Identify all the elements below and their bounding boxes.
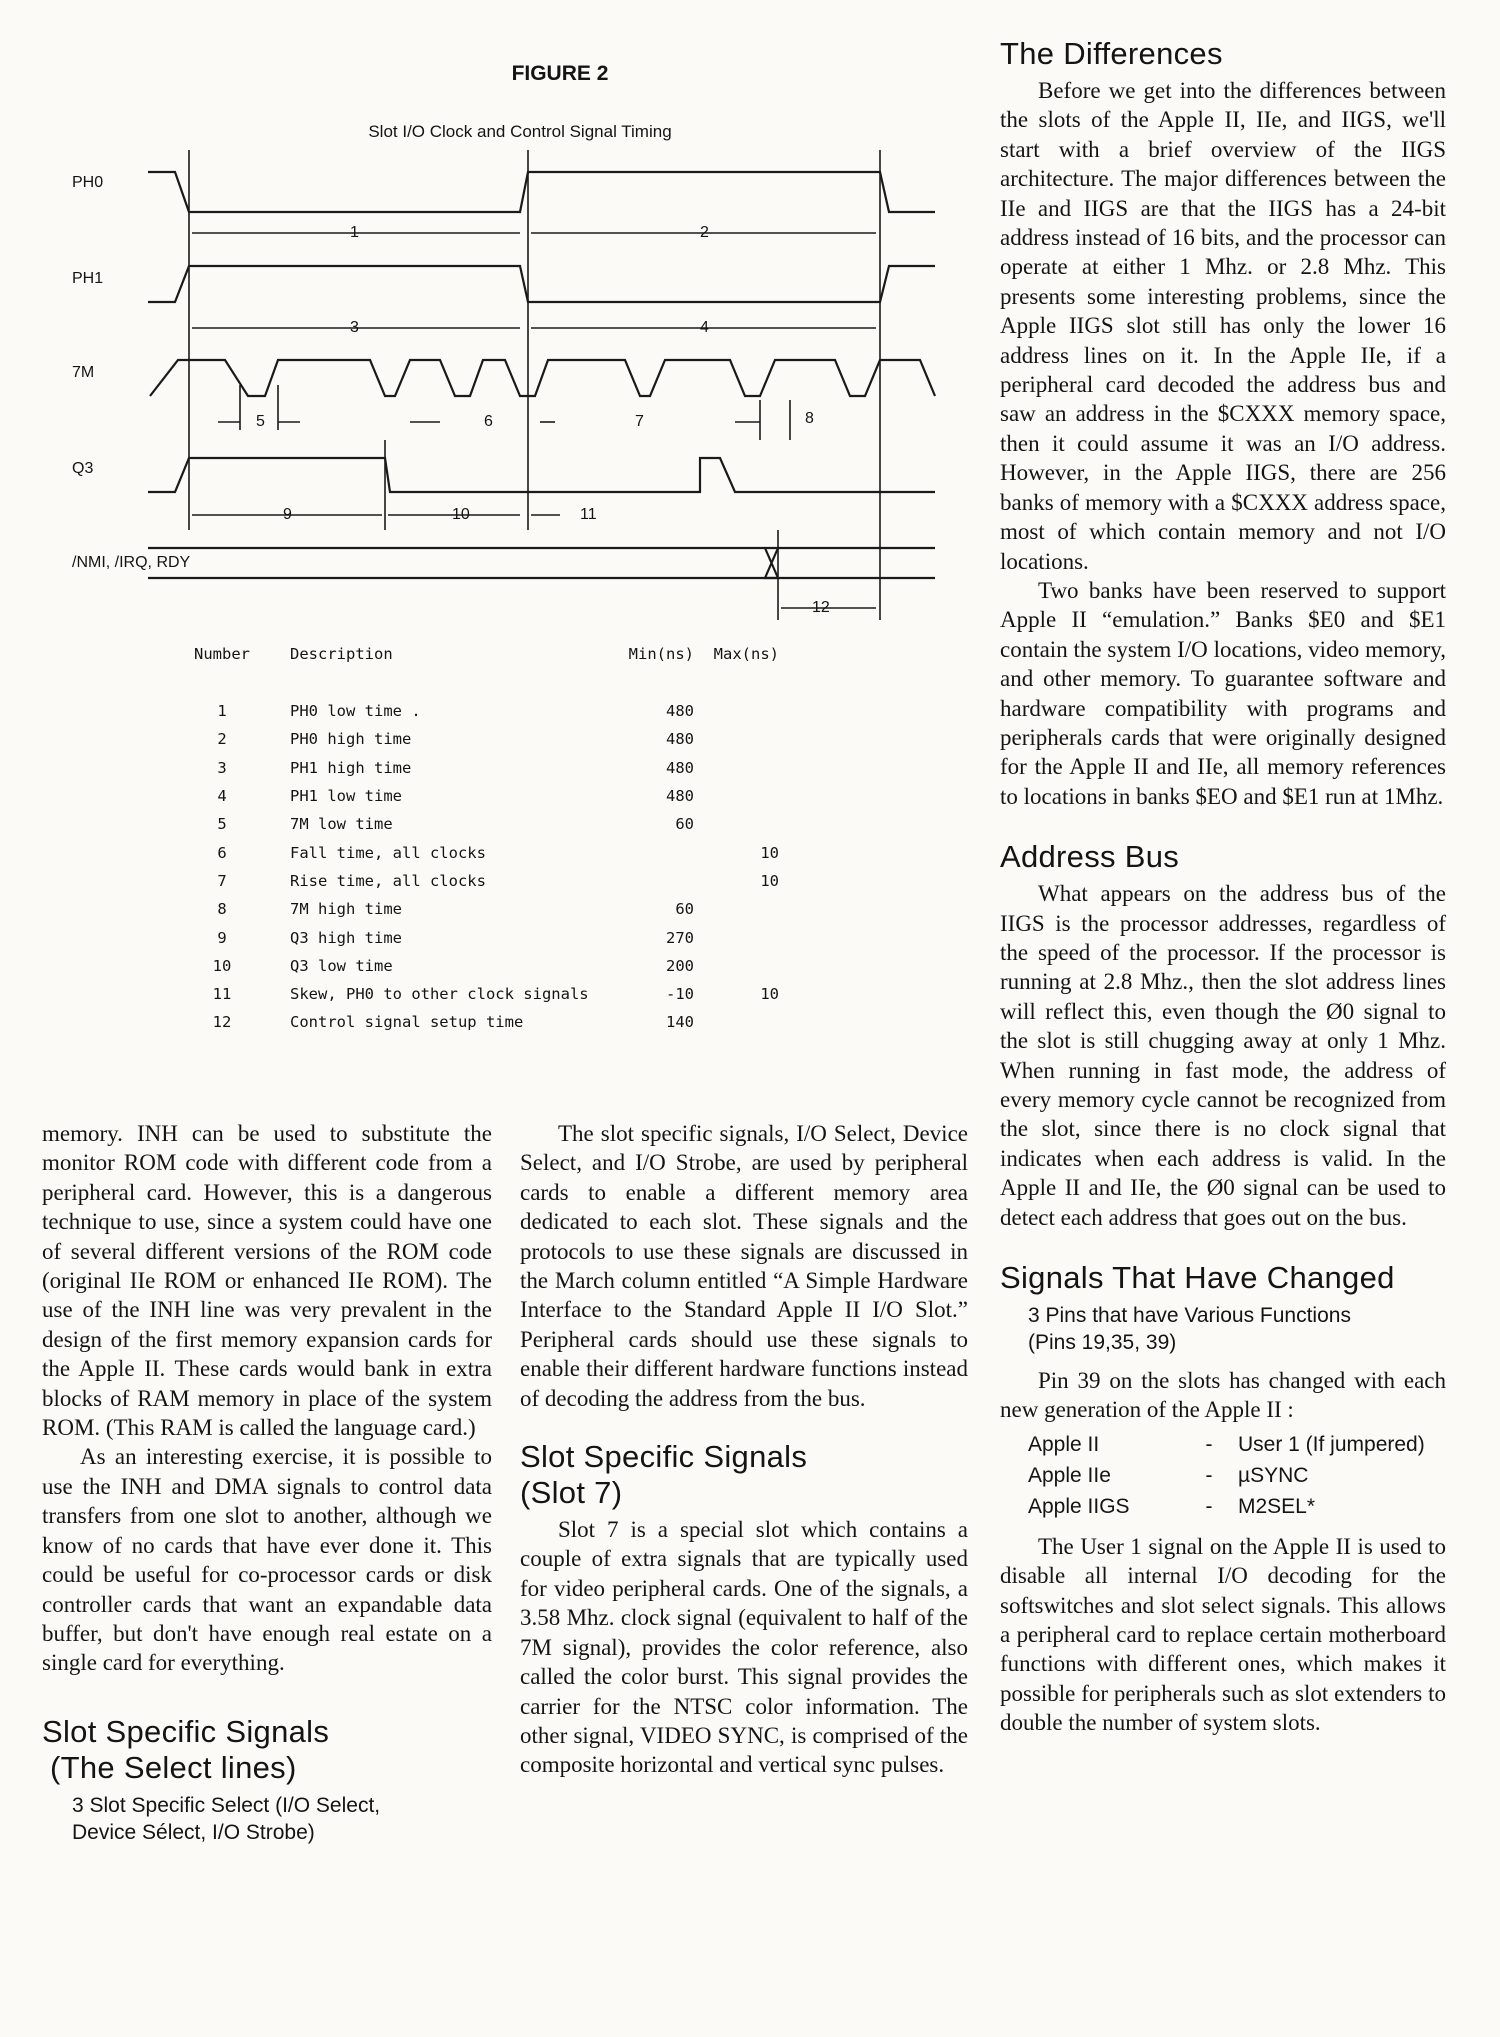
interval-label-7: 7	[635, 413, 644, 430]
left-heading	[42, 1714, 492, 1786]
row-number: 8	[217, 900, 227, 919]
right-paragraph-2: Two banks have been reserved to support Apple II “emulation.” Banks $E0 and $E1 contain the system I/O locations, video memory, and other memory. To guarantee software and hardware compatibility with programs and peripherals cards that were originally designed for the Apple II and IIe, all memory references to locations in banks $EO and $E1 run at 1Mhz.	[1000, 577, 1446, 809]
figure-title: FIGURE 2	[511, 62, 609, 85]
middle-paragraph-2: Slot 7 is a special slot which contains a couple of extra signals that are typically used for video peripheral cards. One of the signals, a 3.58 Mhz. clock signal (equivalent to half of the 7M signal), provides the color reference, also called the color burst. This signal provides the carrier for the NTSC color information. The other signal, VIDEO SYNC, is comprised of the composite horizontal and vertical sync pulses.	[520, 1517, 968, 1778]
row-description: PH0 high time	[290, 730, 412, 749]
row-number: 2	[217, 730, 227, 749]
signal-label-ph0: PH0	[72, 174, 104, 191]
left-column	[42, 1119, 492, 1856]
row-description: Fall time, all clocks	[290, 843, 486, 862]
row-max	[694, 810, 789, 838]
table-header-max: Max(ns)	[713, 645, 779, 663]
table-row	[180, 923, 789, 951]
row-description: Q3 high time	[290, 928, 402, 947]
pin-39-table-body	[1028, 1429, 1425, 1522]
interval-label-9: 9	[283, 506, 292, 523]
signal-label-7m: 7M	[72, 364, 95, 381]
pin-row-separator: -	[1205, 1432, 1213, 1456]
row-description: Rise time, all clocks	[290, 871, 486, 890]
row-max: 10	[760, 871, 779, 890]
right-note	[1000, 1302, 1446, 1356]
timing-table-body	[180, 681, 789, 1037]
ph1-waveform	[148, 266, 935, 302]
table-header-description: Description	[290, 645, 393, 663]
row-min: 60	[675, 900, 694, 919]
middle-column	[520, 1119, 968, 1780]
interval-label-6: 6	[484, 413, 493, 430]
left-note	[42, 1792, 492, 1846]
pin-row-function: User 1 (If jumpered)	[1238, 1432, 1425, 1456]
pin-row	[1028, 1491, 1425, 1522]
row-max: 10	[760, 843, 779, 862]
interval-label-4: 4	[700, 319, 709, 336]
right-note-line-2: (Pins 19,35, 39)	[1028, 1331, 1177, 1355]
row-min: 60	[675, 815, 694, 834]
table-row	[180, 952, 789, 980]
row-min: 480	[666, 730, 694, 749]
interval-label-2: 2	[700, 224, 709, 241]
pin-row-model: Apple IIe	[1028, 1463, 1111, 1487]
row-description: 7M low time	[290, 815, 393, 834]
row-max	[694, 952, 789, 980]
row-description: PH1 high time	[290, 758, 412, 777]
row-min: 480	[666, 787, 694, 806]
figure-subtitle: Slot I/O Clock and Control Signal Timing	[368, 122, 672, 141]
interval-label-3: 3	[350, 319, 359, 336]
table-row	[180, 838, 789, 866]
pin-row	[1028, 1460, 1425, 1491]
row-description: PH0 low time .	[290, 702, 421, 721]
row-max: 10	[760, 985, 779, 1004]
left-note-line-1: 3 Slot Specific Select (I/O Select,	[72, 1793, 381, 1817]
table-row	[180, 725, 789, 753]
row-number: 10	[212, 956, 232, 975]
left-paragraph-1: memory. INH can be used to substitute the monitor ROM code with different code from a peripheral card. However, this is a dangerous technique to use, since a system could have one of several different versions of the ROM code (original IIe ROM or enhanced IIe ROM). The use of the INH line was very prevalent in the design of the first memory expansion cards for the Apple II. These cards would bank in extra blocks of RAM memory in place of the system ROM. (This RAM is called the language card.)	[42, 1121, 492, 1441]
row-number: 12	[212, 1013, 232, 1032]
interval-label-5: 5	[256, 413, 265, 430]
signal-label-q3: Q3	[72, 460, 94, 477]
timing-table	[180, 645, 789, 1037]
row-description: Q3 low time	[290, 956, 393, 975]
left-heading-line-2: (The Select lines)	[50, 1749, 297, 1785]
timing-waveforms	[0, 0, 1000, 640]
pin-row-separator: -	[1205, 1494, 1213, 1518]
row-number: 4	[217, 787, 227, 806]
left-heading-line-1: Slot Specific Signals	[42, 1713, 330, 1749]
row-number: 9	[217, 928, 227, 947]
right-paragraph-3: What appears on the address bus of the IIGS is the processor addresses, regardless of the speed of the processor. If the processor is running at 2.8 Mhz., then the slot address lines will reflect this, even though the Ø0 signal to the slot is still chugging away at only 1 Mhz. When running in fast mode, the address of every memory cycle cannot be recognized from the slot, since there is no clock signal that indicates when each address is valid. In the Apple II and IIe, the Ø0 signal can be used to detect each address that goes out on the bus.	[1000, 881, 1446, 1230]
q3-waveform	[148, 458, 935, 492]
row-number: 11	[212, 985, 232, 1004]
row-max	[694, 895, 789, 923]
middle-paragraph-1: The slot specific signals, I/O Select, Device Select, and I/O Strobe, are used by peripheral cards to enable a different memory area dedicated to each slot. These signals and the protocols to use these signals are discussed in the March column entitled “A Simple Hardware Interface to the Standard Apple II I/O Slot.” Peripheral cards should use these signals to enable their different hardware functions instead of decoding the address from the bus.	[520, 1121, 968, 1411]
row-min: 200	[666, 956, 694, 975]
interval-label-11: 11	[580, 506, 597, 523]
row-description: Control signal setup time	[290, 1013, 524, 1032]
signal-label-control: /NMI, /IRQ, RDY	[72, 554, 191, 571]
row-description: Skew, PH0 to other clock signals	[290, 985, 589, 1004]
interval-label-1: 1	[350, 224, 359, 241]
row-max	[694, 725, 789, 753]
row-number: 3	[217, 758, 227, 777]
pin-row-model: Apple II	[1028, 1432, 1100, 1456]
table-row	[180, 980, 789, 1008]
table-row	[180, 782, 789, 810]
row-number: 1	[217, 702, 227, 721]
right-paragraph-4: Pin 39 on the slots has changed with each new generation of the Apple II :	[1000, 1368, 1446, 1423]
interval-label-12: 12	[812, 599, 830, 616]
heading-address-bus: Address Bus	[1000, 839, 1180, 875]
pin-row-function: µSYNC	[1238, 1463, 1309, 1487]
pin-row	[1028, 1429, 1425, 1460]
row-max	[694, 754, 789, 782]
right-paragraph-1: Before we get into the differences between the slots of the Apple II, IIe, and IIGS, we'll start with a brief overview of the IIGS architecture. The major differences between the IIe and IIGS are that the IIGS has a 24-bit address instead of 16 bits, and the processor can operate at either 1 Mhz. or 2.8 Mhz. This presents some interesting problems, since the Apple IIGS slot still has only the lower 16 address lines on it. In the Apple IIe, if a peripheral card decoded the address bus and saw an address in the $CXXX memory space, then it could assume it was an I/O address. However, in the Apple IIGS, there are 256 banks of memory with a $CXXX address space, most of which contain memory and not I/O locations.	[1000, 78, 1446, 574]
row-min: 480	[666, 702, 694, 721]
pin-39-table	[1028, 1429, 1425, 1522]
row-number: 7	[217, 871, 227, 890]
left-note-line-2: Device Sélect, I/O Strobe)	[72, 1820, 315, 1844]
right-note-line-1: 3 Pins that have Various Functions	[1028, 1304, 1351, 1328]
row-min: 480	[666, 758, 694, 777]
table-row	[180, 867, 789, 895]
row-min	[624, 838, 694, 866]
pin-row-function: M2SEL*	[1238, 1494, 1316, 1518]
interval-label-10: 10	[452, 506, 470, 523]
table-row	[180, 810, 789, 838]
signal-label-ph1: PH1	[72, 270, 104, 287]
row-min: 270	[666, 928, 694, 947]
row-description: 7M high time	[290, 900, 402, 919]
pin-row-model: Apple IIGS	[1028, 1494, 1130, 1518]
pin-row-separator: -	[1205, 1463, 1213, 1487]
row-number: 5	[217, 815, 227, 834]
left-paragraph-2: As an interesting exercise, it is possible to use the INH and DMA signals to control data transfers from one slot to another, although we know of no cards that have ever done it. This could be useful for co-processor cards or disk controller cards that want an expandable data buffer, but don't have enough real estate on a single card for everything.	[42, 1444, 492, 1676]
middle-heading	[520, 1439, 968, 1511]
row-description: PH1 low time	[290, 787, 402, 806]
row-max	[694, 923, 789, 951]
heading-signals-changed: Signals That Have Changed	[1000, 1260, 1395, 1296]
table-header-min: Min(ns)	[628, 645, 694, 663]
row-max	[694, 697, 789, 725]
control-crossover	[765, 548, 778, 578]
table-row	[180, 895, 789, 923]
row-number: 6	[217, 843, 227, 862]
table-header-number: Number	[194, 645, 250, 663]
right-column	[1000, 36, 1446, 1738]
right-paragraph-5: The User 1 signal on the Apple II is used to disable all internal I/O decoding for the softswitches and slot select signals. This allows a peripheral card to replace certain motherboard functions with different ones, which makes it possible for peripherals such as slot extenders to double the number of system slots.	[1000, 1533, 1446, 1736]
middle-heading-line-2: (Slot 7)	[520, 1475, 623, 1511]
row-max	[694, 1008, 789, 1036]
heading-the-differences: The Differences	[1000, 36, 1223, 71]
interval-label-8: 8	[805, 410, 814, 427]
middle-heading-line-1: Slot Specific Signals	[520, 1439, 808, 1475]
row-max	[694, 782, 789, 810]
row-min	[624, 867, 694, 895]
table-row	[180, 754, 789, 782]
7m-waveform	[150, 360, 935, 396]
table-row	[180, 697, 789, 725]
row-min: -10	[666, 985, 694, 1004]
row-min: 140	[666, 1013, 694, 1032]
table-row	[180, 1008, 789, 1036]
ph0-waveform	[148, 172, 935, 212]
